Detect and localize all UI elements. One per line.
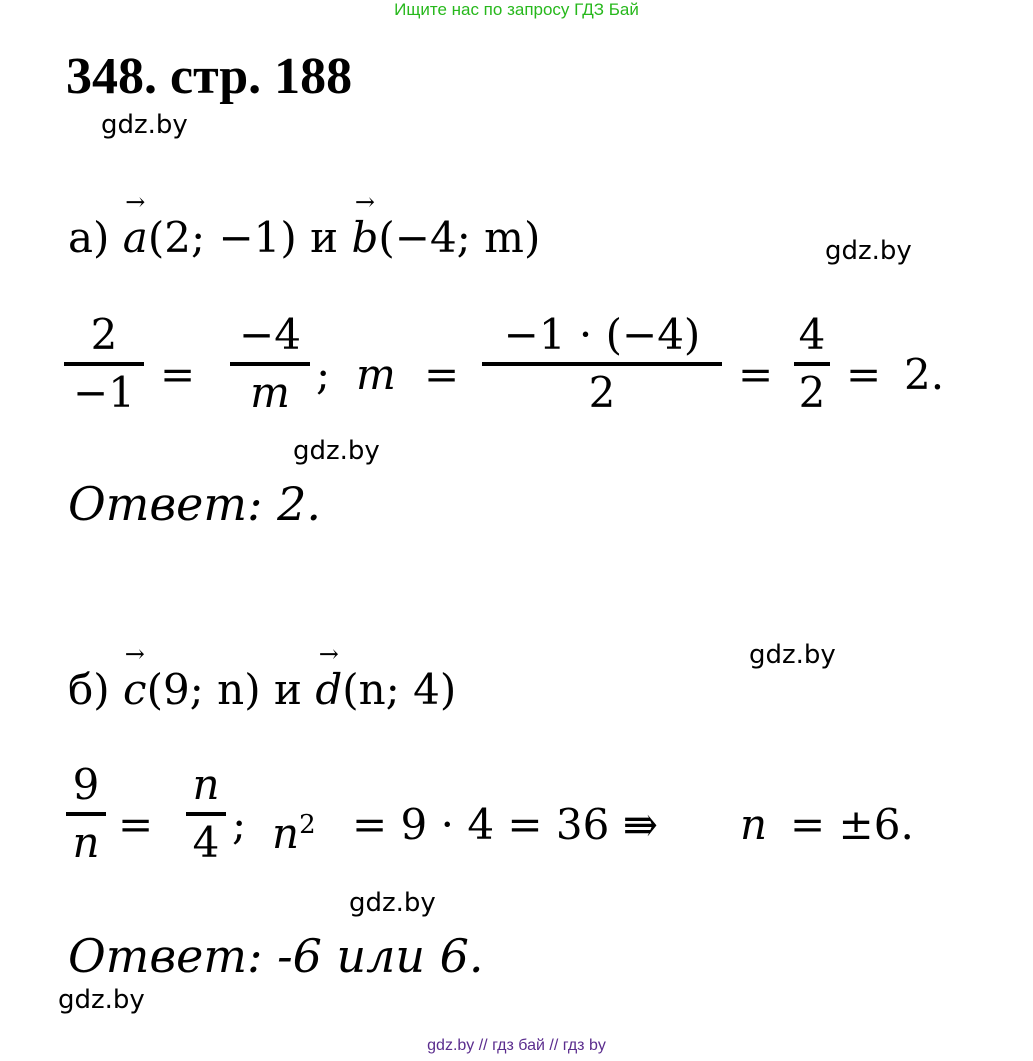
equals-sign: = xyxy=(846,350,882,399)
part-a-answer: Ответ: 2. xyxy=(68,477,321,531)
fraction-product-over-2: −1 · (−4) 2 xyxy=(482,310,722,418)
footer-links: gdz.by // гдз бай // гдз by xyxy=(427,1037,606,1054)
variable-n: n xyxy=(740,800,768,849)
vector-c: → c xyxy=(123,640,147,714)
part-b-answer: Ответ: -6 или 6. xyxy=(68,929,484,983)
equals-sign: = xyxy=(118,800,154,849)
watermark: gdz.by xyxy=(825,236,912,266)
vector-arrow-icon: → xyxy=(125,188,146,216)
vector-d-coords: (n; 4) xyxy=(342,665,457,714)
product-expression: = 9 · 4 = 36 ⇛ xyxy=(352,800,658,849)
page-title: 348. стр. 188 xyxy=(66,48,353,105)
search-hint: Ищите нас по запросу ГДЗ Бай xyxy=(394,0,639,19)
watermark: gdz.by xyxy=(349,888,436,918)
watermark: gdz.by xyxy=(749,640,836,670)
fraction-4-over-2: 4 2 xyxy=(794,310,830,418)
fraction-n-over-4: n 4 xyxy=(186,760,226,868)
part-b-label: б) xyxy=(68,665,110,714)
conjunction: и xyxy=(310,213,339,262)
vector-arrow-icon: → xyxy=(354,188,375,216)
variable-m: m xyxy=(356,350,396,399)
vector-a-coords: (2; −1) xyxy=(147,213,297,262)
watermark: gdz.by xyxy=(293,436,380,466)
equals-sign: = xyxy=(160,350,196,399)
semicolon: ; xyxy=(232,800,247,849)
part-b-statement xyxy=(68,640,457,718)
watermark: gdz.by xyxy=(101,110,188,140)
equals-sign: = xyxy=(738,350,774,399)
part-b-result: = ±6. xyxy=(790,800,914,849)
vector-d: → d xyxy=(315,640,343,714)
fraction-9-over-n: 9 n xyxy=(66,760,106,868)
equals-sign: = xyxy=(424,350,460,399)
part-a-label: а) xyxy=(68,213,110,262)
semicolon: ; xyxy=(316,350,331,399)
vector-arrow-icon: → xyxy=(318,640,339,668)
vector-b: → b xyxy=(351,188,379,262)
fraction-2-over-minus1: 2 −1 xyxy=(64,310,144,418)
conjunction: и xyxy=(273,665,302,714)
vector-b-coords: (−4; m) xyxy=(378,213,541,262)
exponent: 2 xyxy=(299,810,316,840)
part-a-result: 2. xyxy=(904,350,945,399)
vector-a: → a xyxy=(122,188,148,262)
vector-arrow-icon: → xyxy=(124,640,145,668)
n-squared: $n^2$ xyxy=(272,809,316,858)
watermark: gdz.by xyxy=(58,985,145,1015)
vector-c-coords: (9; n) xyxy=(146,665,261,714)
part-a-statement xyxy=(68,188,541,266)
fraction-minus4-over-m: −4 m xyxy=(230,310,310,418)
